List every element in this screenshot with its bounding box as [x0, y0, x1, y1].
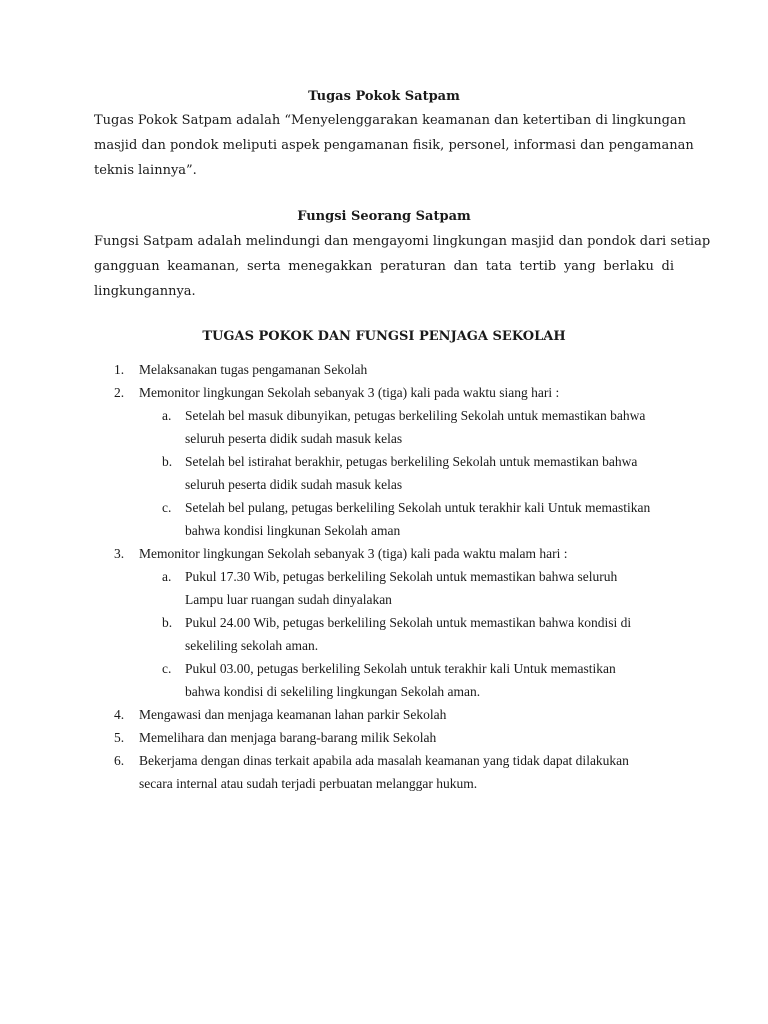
sub-list-letter: b. [162, 454, 173, 469]
list-item-text: secara internal atau sudah terjadi perbuatan melanggar hukum. [139, 776, 478, 791]
sub-list-text: bahwa kondisi di sekeliling lingkungan Sekolah aman. [185, 684, 481, 699]
list-number: 3. [114, 546, 125, 561]
list-number: 2. [114, 385, 125, 400]
sub-list-letter: c. [162, 500, 172, 515]
list-number: 1. [114, 362, 125, 377]
sub-list-text: Setelah bel masuk dibunyikan, petugas berkeliling Sekolah untuk memastikan bahwa [185, 408, 646, 423]
paragraph-line: gangguan keamanan, serta menegakkan peraturan dan tata tertib yang berlaku di [94, 259, 674, 274]
sub-list-text: Pukul 17.30 Wib, petugas berkeliling Sekolah untuk memastikan bahwa seluruh [185, 569, 618, 584]
list-number: 6. [114, 753, 125, 768]
sub-list-letter: c. [162, 661, 172, 676]
paragraph-line: masjid dan pondok meliputi aspek pengamanan fisik, personel, informasi dan pengamanan [94, 138, 694, 153]
sub-list-text: Setelah bel istirahat berakhir, petugas berkeliling Sekolah untuk memastikan bahwa [185, 454, 638, 469]
list-number: 4. [114, 707, 125, 722]
section-heading-penjaga-sekolah: TUGAS POKOK DAN FUNGSI PENJAGA SEKOLAH [202, 329, 566, 344]
list-item-text: Melaksanakan tugas pengamanan Sekolah [139, 362, 368, 377]
paragraph-line: teknis lainnya”. [94, 163, 197, 178]
paragraph-fungsi [94, 229, 711, 304]
sub-list-text: Lampu luar ruangan sudah dinyalakan [185, 592, 392, 607]
list-item-text: Memonitor lingkungan Sekolah sebanyak 3 (tiga) kali pada waktu malam hari : [139, 546, 568, 561]
sub-list-text: seluruh peserta didik sudah masuk kelas [185, 477, 403, 492]
section-heading-tugas-pokok-satpam: Tugas Pokok Satpam [308, 89, 460, 104]
sub-list-text: sekeliling sekolah aman. [185, 638, 319, 653]
section-heading-fungsi-satpam: Fungsi Seorang Satpam [297, 209, 471, 224]
paragraph-line: Fungsi Satpam adalah melindungi dan mengayomi lingkungan masjid dan pondok dari setiap [94, 234, 711, 249]
sub-list-text: Setelah bel pulang, petugas berkeliling Sekolah untuk terakhir kali Untuk memastikan [185, 500, 651, 515]
sub-list-text: seluruh peserta didik sudah masuk kelas [185, 431, 403, 446]
sub-list-letter: a. [162, 569, 172, 584]
list-item-text: Bekerjama dengan dinas terkait apabila ada masalah keamanan yang tidak dapat dilakukan [139, 753, 629, 768]
list-item-text: Mengawasi dan menjaga keamanan lahan parkir Sekolah [139, 707, 447, 722]
list-number: 5. [114, 730, 125, 745]
sub-list-text: bahwa kondisi lingkunan Sekolah aman [185, 523, 401, 538]
list-item-text: Memonitor lingkungan Sekolah sebanyak 3 (tiga) kali pada waktu siang hari : [139, 385, 560, 400]
list-item-text: Memelihara dan menjaga barang-barang milik Sekolah [139, 730, 437, 745]
paragraph-tugas-pokok [94, 108, 694, 183]
sub-list-letter: a. [162, 408, 172, 423]
sub-list-text: Pukul 03.00, petugas berkeliling Sekolah untuk terakhir kali Untuk memastikan [185, 661, 616, 676]
paragraph-line: lingkungannya. [94, 284, 196, 299]
sub-list-text: Pukul 24.00 Wib, petugas berkeliling Sekolah untuk memastikan bahwa kondisi di [185, 615, 632, 630]
sub-list-letter: b. [162, 615, 173, 630]
paragraph-line: Tugas Pokok Satpam adalah “Menyelenggarakan keamanan dan ketertiban di lingkungan [94, 113, 687, 128]
